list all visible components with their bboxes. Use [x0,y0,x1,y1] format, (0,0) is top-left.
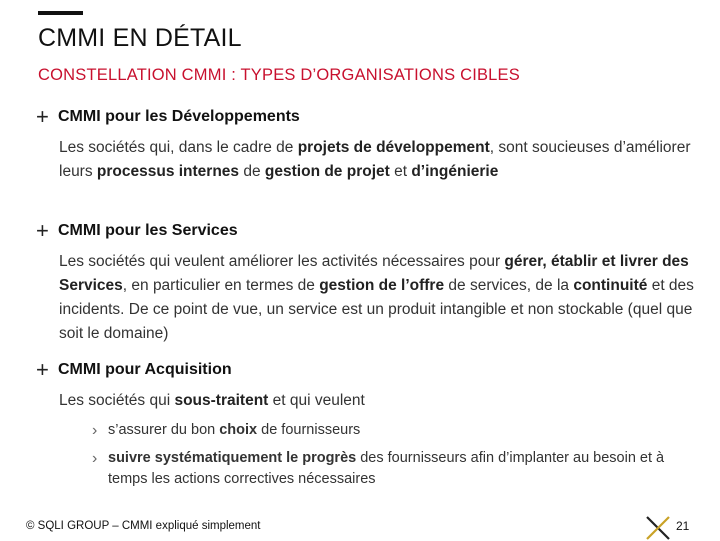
footer-copyright: © SQLI GROUP – CMMI expliqué simplement [26,520,261,532]
section-paragraph-acquisition: Les sociétés qui sous-traitent et qui veulent [59,392,365,409]
section-heading-label: CMMI pour les Développements [58,108,300,125]
chevron-right-icon: › [92,422,98,439]
title-accent-bar [38,11,83,15]
page-subtitle: CONSTELLATION CMMI : TYPES D’ORGANISATIONS CIBLES [38,66,520,84]
page-title: CMMI EN DÉTAIL [38,24,242,52]
plus-bullet-icon: + [36,357,49,382]
section-heading-developpements [36,104,300,129]
section-heading-services [36,218,238,243]
section-paragraph-developpements: Les sociétés qui, dans le cadre de projets de développement, sont soucieuses d’améliorer leurs processus internes de gestion de projet et d’ingénierie [59,139,691,180]
plus-bullet-icon: + [36,104,49,129]
list-item [92,448,668,490]
list-item-text: suivre systématiquement le progrès des fournisseurs afin d’implanter au besoin et à temps les actions correctives nécessaires [108,450,665,487]
list-item [92,420,668,441]
sqli-logo-icon [645,515,671,541]
plus-bullet-icon: + [36,218,49,243]
section-heading-label: CMMI pour Acquisition [58,361,232,378]
page-number: 21 [676,519,690,533]
section-heading-label: CMMI pour les Services [58,222,238,239]
chevron-right-icon: › [92,450,98,467]
section-heading-acquisition [36,357,232,382]
list-item-text: s’assurer du bon choix de fournisseurs [108,422,361,438]
section-paragraph-services: Les sociétés qui veulent améliorer les activités nécessaires pour gérer, établir et livrer des Services, en particulier en termes de gestion de l’offre de services, de la continuité et des incidents. De ce point de vue, un service est un produit intangible et non stockable (quel que soit le domaine) [59,253,694,342]
